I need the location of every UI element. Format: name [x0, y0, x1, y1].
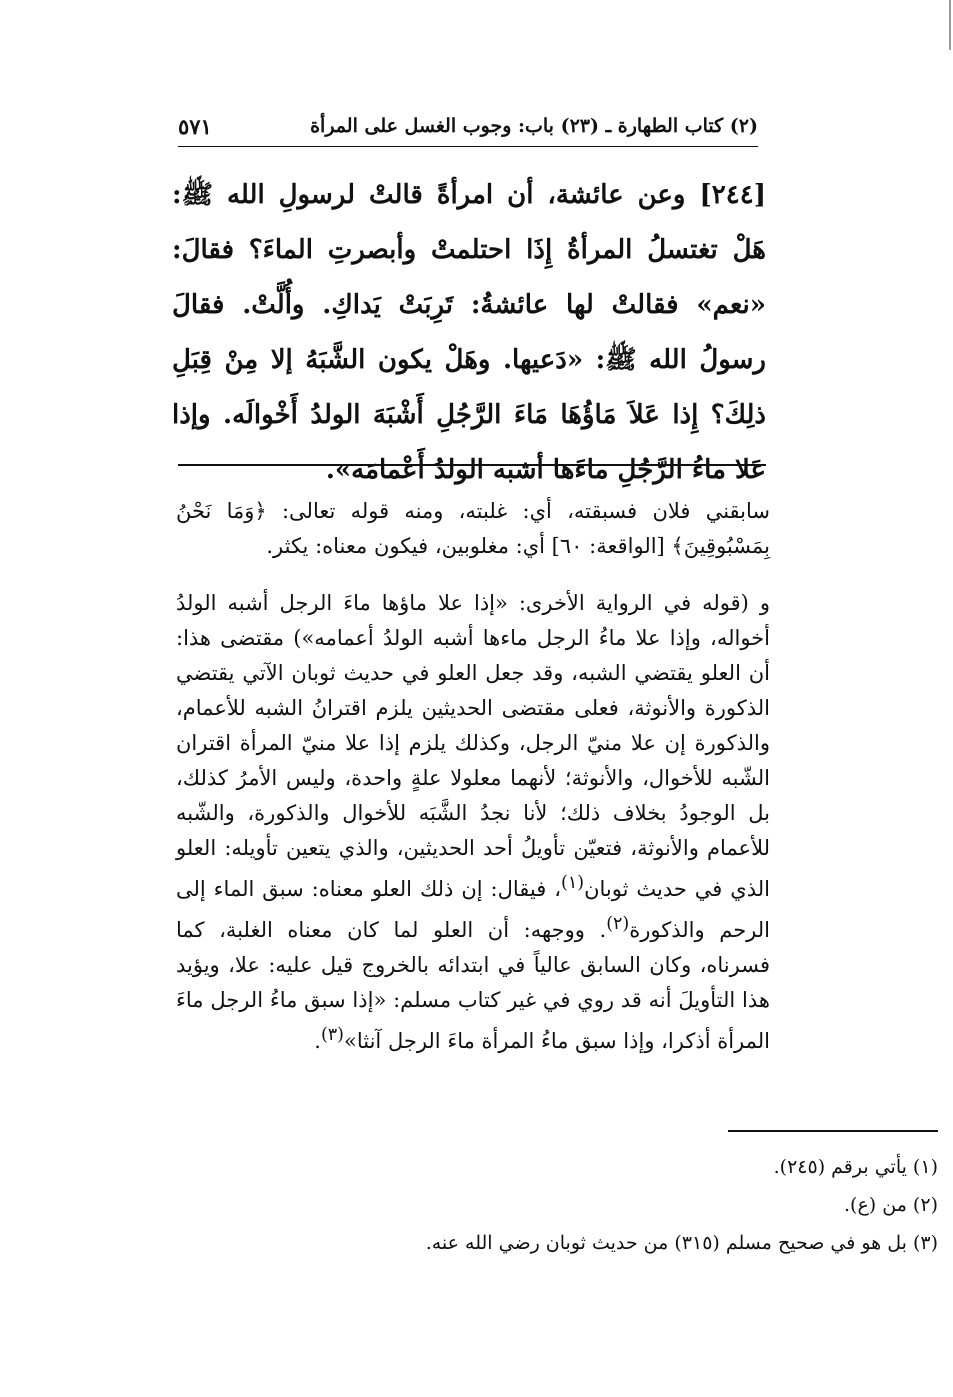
commentary-paragraph-1: سابقني فلان فسبقته، أي: غلبته، ومنه قوله تعالى: ﴿وَمَا نَحْنُ بِمَسْبُوقِينَ﴾ [الواقعة: ٦٠] أي: مغلوبين، فيكون معناه: يكثر. [176, 499, 770, 558]
footnote-rule [728, 1130, 938, 1132]
chapter-title: (٢) كتاب الطهارة ـ (٢٣) باب: وجوب الغسل على المرأة [310, 115, 758, 137]
section-divider [178, 464, 766, 466]
footnote-3: (٣) بل هو في صحيح مسلم (٣١٥) من حديث ثوبان رضي الله عنه. [425, 1232, 938, 1254]
page-number: ٥٧١ [178, 113, 212, 139]
running-header [178, 108, 758, 144]
commentary-text: و (قوله في الرواية الأخرى: «إذا علا ماؤها ماءَ الرجل أشبه الولدُ أخواله، وإذا علا ماءُ الرجل ماءها أشبه الولدُ أعمامه») مقتضى هذا: أن العلو يقتضي الشبه، وقد جعل العلو في حديث ثوبان الآتي يقتضي الذكورة والأنوثة، فعلى مقتضى الحديثين يلزم اقترانُ الشبه للأعمام، والذكورة إن علا منيّ الرجل، وكذلك يلزم إذا علا منيّ المرأة اقتران الشّبه للأخوال، والأنوثة؛ لأنهما معلولا علةٍ واحدة، وليس الأمرُ كذلك، بل الوجودُ بخلاف ذلك؛ لأنا نجدُ الشَّبَه للأخوال والذكورة، والشّبه للأعمام والأنوثة، فتعيّن تأويلُ أحد الحديثين، والذي يتعين تأويله: العلو الذي في حديث ثوبان [176, 591, 770, 901]
commentary [176, 494, 770, 1059]
commentary-text: . [314, 1029, 321, 1053]
footnote-1: (١) يأتي برقم (٢٤٥). [773, 1156, 938, 1178]
footnote-ref-2[interactable]: (٢) [606, 914, 630, 934]
header-rule [178, 146, 758, 147]
hadith-text: [٢٤٤] وعن عائشة، أن امرأةً قالتْ لرسولِ الله ﷺ: هَلْ تغتسلُ المرأةُ إِذَا احتلمتْ وأبصرتِ الماءَ؟ فقالَ: «نعم» فقالتْ لها عائشةُ: تَرِبَتْ يَداكِ. وأُلَّتْ. فقالَ رسولُ الله ﷺ: «دَعيها. وهَلْ يكون الشَّبَهُ إلا مِنْ قِبَلِ ذلِكَ؟ إِذا عَلاَ مَاؤُهَا مَاءَ الرَّجُلِ أَشْبَهَ الولدُ أَخْوالَه. وإذا عَلا ماءُ الرَّجُلِ ماءَها أشبه الولدُ أَعْمامَه». [172, 180, 766, 485]
footnotes [176, 1148, 938, 1262]
commentary-paragraph-2 [176, 586, 770, 1059]
footnote-ref-1[interactable]: (١) [561, 873, 585, 893]
footnote-2: (٢) من (ع). [844, 1194, 938, 1216]
scan-edge-mark [949, 0, 951, 50]
commentary-text: . ووجهه: أن العلو لما كان معناه الغلبة، كما فسرناه، وكان السابق عالياً في ابتدائه بالخروج قيل عليه: علا، ويؤيد هذا التأويلَ أنه قد روي في غير كتاب مسلم: «إذا سبق ماءُ الرجل ماءَ المرأة أذكرا، وإذا سبق ماءُ المرأة ماءَ الرجل آنثا» [176, 918, 770, 1053]
commentary-text: ، فيقال: إن ذلك العلو معناه: سبق الماء إلى الرحم والذكورة [176, 877, 771, 942]
footnote-ref-3[interactable]: (٣) [320, 1025, 344, 1045]
